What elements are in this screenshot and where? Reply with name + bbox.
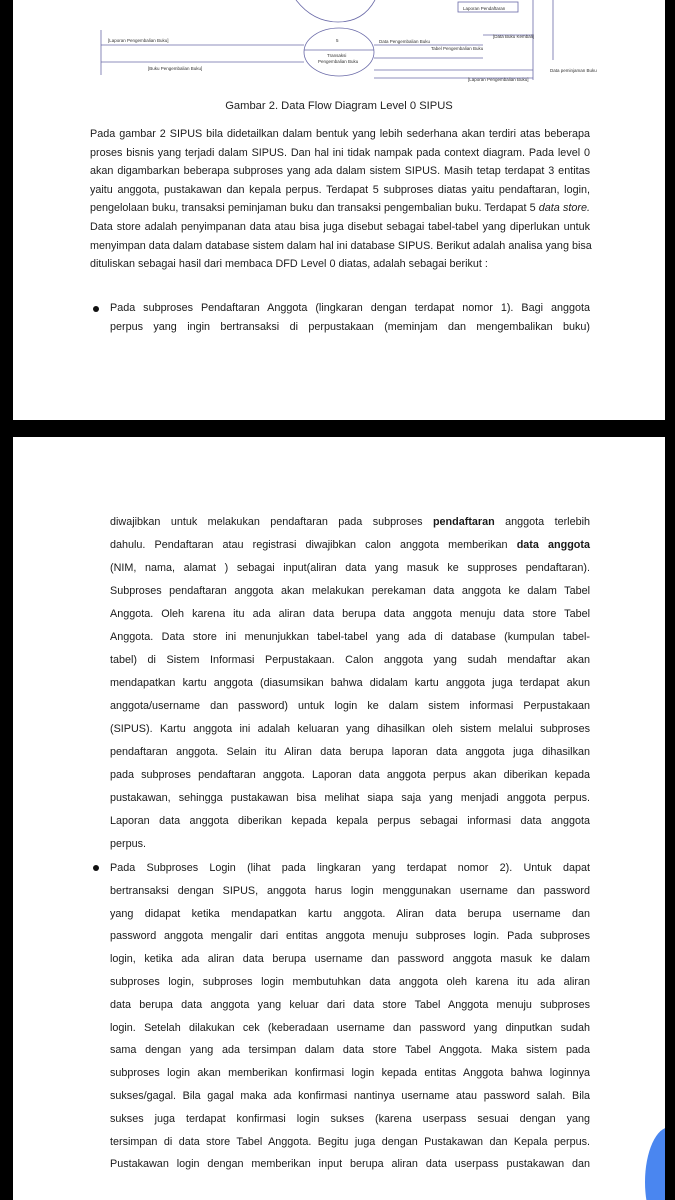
bold-term: pendaftaran xyxy=(432,516,495,528)
document-page-2 xyxy=(13,437,665,1200)
bullet-line: sukses juga terdapat konfirmasi login sukses (karena userpass sesuai dengan yang xyxy=(110,1112,590,1125)
process-name-2: Pengembalian Buku xyxy=(318,59,359,64)
continuation-line: Anggota. Oleh karena itu ada aliran data berupa data anggota menuju data store Tabel xyxy=(110,608,590,620)
process-circle-top xyxy=(296,0,375,22)
paragraph-line: Pada gambar 2 SIPUS bila didetailkan dalam bentuk yang lebih sederhana akan terdiri atas beberapa xyxy=(90,128,590,140)
label-data-peminjaman: Data peminjaman Buku xyxy=(550,68,597,73)
bullet-line: tersimpan di data store Tabel Anggota. Begitu juga dengan Pustakawan dan Kepala perpus. xyxy=(110,1135,590,1148)
paragraph-line-with-italic xyxy=(90,199,590,218)
continuation-line-bold xyxy=(110,534,590,557)
label-data-buku-kembali: [Data Buku Kembali] xyxy=(493,34,535,39)
label-buku-pengembalian: [Buku Pengembalian Buku] xyxy=(148,66,203,71)
figure-caption: Gambar 2. Data Flow Diagram Level 0 SIPUS xyxy=(225,100,453,112)
continuation-line: pada subproses pendaftaran anggota. Laporan data anggota perpus akan diberikan kepada xyxy=(110,769,590,781)
bullet-icon xyxy=(93,865,99,871)
bullet-line: perpus yang ingin bertransaksi di perpustakaan (meminjam dan mengembalikan buku) xyxy=(110,320,590,333)
paragraph-line: Data store adalah penyimpanan data atau bisa juga disebut sebagai tabel-tabel yang diperlukan untuk xyxy=(90,220,590,233)
continuation-text xyxy=(110,511,590,856)
paragraph-line: proses bisnis yang terjadi dalam SIPUS. Dan hal ini tidak nampak pada context diagram. Pada level 0 xyxy=(90,146,590,159)
body-paragraph xyxy=(90,125,590,274)
bullet-text xyxy=(110,299,590,336)
bullet-line: subproses login, subproses login membutuhkan data anggota oleh karena itu ada aliran xyxy=(110,975,590,988)
label-laporan-pendaftaran: Laporan Pendaftaran xyxy=(463,6,506,11)
dfd-diagram-fragment xyxy=(13,0,665,95)
dfd-diagram-svg xyxy=(13,0,665,95)
bullet-line: login, ketika ada aliran data berupa username dan password anggota masuk ke dalam xyxy=(110,953,590,966)
continuation-line: Laporan data anggota diberikan kepada kepala perpus sebagai informasi data anggota xyxy=(110,815,590,827)
label-laporan-pengembalian: [Laporan Pengembalian Buku] xyxy=(108,38,169,43)
paragraph-line: menyimpan data dalam database sistem dalam hal ini database SIPUS. Berikut adalah analisa yang bisa xyxy=(90,239,592,252)
bullet-line: sukses/gagal. Bila gagal maka ada konfirmasi nantinya username atau password salah. Bila xyxy=(110,1089,590,1102)
paragraph-line: dituliskan sebagai hasil dari membaca DFD Level 0 diatas, adalah sebagai berikut : xyxy=(90,258,488,271)
bullet-line: login. Setelah dilakukan cek (keberadaan username dan password yang dinputkan sudah xyxy=(110,1021,590,1034)
process-name-1: Transaksi xyxy=(327,53,347,58)
continuation-line: pustakawan, sehingga pustakawan bisa melihat siapa saja yang menjadi anggota perpus. xyxy=(110,792,590,804)
continuation-line: (SIPUS). Kartu anggota ini adalah keluaran yang dihasilkan oleh sistem melalui subproses xyxy=(110,723,590,735)
text-run: dahulu. Pendaftaran atau registrasi diwajibkan calon anggota memberikan xyxy=(110,539,517,551)
label-data-pengembalian: Data Pengembalian Buku xyxy=(379,39,431,44)
process-number: 5 xyxy=(336,38,339,43)
italic-term: data store. xyxy=(538,202,590,215)
continuation-line: mendapatkan kartu anggota (diasumsikan bahwa didalam kartu anggota juga terdapat akun xyxy=(110,677,590,689)
bullet-text xyxy=(110,857,590,1176)
bullet-line: password anggota mengalir dari entitas anggota menuju subproses login. Pada subproses xyxy=(110,930,590,943)
paragraph-line: yaitu anggota, pustakawan dan kepala perpus. Terdapat 5 subproses diatas yaitu pendaftaran, login, xyxy=(90,183,590,196)
continuation-line: perpus. xyxy=(110,838,147,850)
bullet-line: sama dengan yang ada tersimpan dalam data store Tabel Anggota. Maka sistem pada xyxy=(110,1044,590,1057)
paragraph-line-text: pengelolaan buku, transaksi peminjaman buku dan transaksi pengembalian buku. Terdapat 5 xyxy=(90,202,536,215)
text-run: anggota terlebih xyxy=(494,516,590,528)
bullet-line: bertransaksi dengan SIPUS, anggota harus login menggunakan username dan password xyxy=(110,884,590,897)
document-page-1 xyxy=(13,0,665,420)
bullet-line: data berupa data anggota yang keluar dari data store Tabel Anggota menuju subproses xyxy=(110,998,590,1011)
label-laporan-pengembalian-right: [Laporan Pengembalian Buku] xyxy=(468,77,529,82)
text-run: diwajibkan untuk melakukan pendaftaran pada subproses xyxy=(110,516,433,528)
continuation-line: (NIM, nama, alamat ) sebagai input(aliran data yang masuk ke supproses pendaftaran). xyxy=(110,562,590,574)
continuation-line: Subproses pendaftaran anggota akan melakukan perekaman data anggota ke dalam Tabel xyxy=(110,585,590,597)
label-tabel-pengembalian: Tabel Pengembalian Buku xyxy=(431,46,484,51)
bullet-line: Pada subproses Pendaftaran Anggota (lingkaran dengan terdapat nomor 1). Bagi anggota xyxy=(110,302,590,314)
continuation-line: pendaftaran anggota. Selain itu Aliran data berupa laporan data anggota juga dihasilkan xyxy=(110,746,590,758)
continuation-line: Anggota. Data store ini menunjukkan tabel-tabel yang ada di database (kumpulan tabel- xyxy=(110,631,590,643)
continuation-line-bold xyxy=(110,511,590,534)
continuation-line: anggota/username dan password) untuk login ke dalam sistem informasi Perpustakaan xyxy=(110,700,590,712)
bullet-line: subproses login akan memberikan konfirmasi login kepada entitas Anggota bahwa loginnya xyxy=(110,1067,590,1080)
bullet-line: yang didapat ketika mendapatkan kartu anggota. Aliran data berupa username dan xyxy=(110,907,590,920)
bullet-line: Pada Subproses Login (lihat pada lingkaran yang terdapat nomor 2). Untuk dapat xyxy=(110,862,590,874)
paragraph-line: akan digambarkan beberapa subproses yang ada dalam sistem SIPUS. Masih tetap terdapat 3 entitas xyxy=(90,165,590,178)
bullet-line: Pustakawan login dengan memberikan input berupa aliran data userpass pustakawan dan xyxy=(110,1158,590,1171)
bold-term: data anggota xyxy=(516,539,590,551)
page-scroll-handle[interactable] xyxy=(645,1127,665,1200)
continuation-line: tabel) di Sistem Informasi Perpustakaan. Calon anggota yang sudah mendaftar akan xyxy=(110,654,590,666)
bullet-icon xyxy=(93,306,99,312)
process-circle-5 xyxy=(304,28,374,76)
